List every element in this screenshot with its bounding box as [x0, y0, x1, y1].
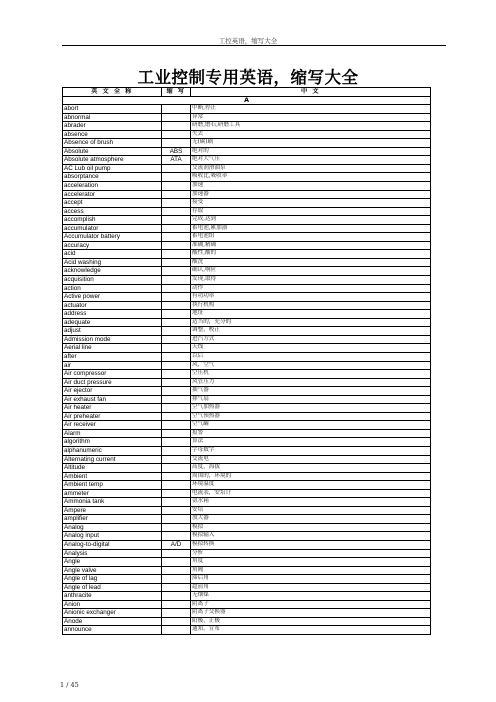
term-abbreviation [162, 532, 191, 541]
term-abbreviation: A/D [162, 540, 191, 549]
term-english: accelerator [63, 190, 162, 199]
table-row [63, 276, 431, 285]
term-chinese: 抽气器 [191, 387, 431, 396]
term-english: Absence of brush [63, 139, 162, 148]
term-english: ammeter [63, 489, 162, 498]
term-abbreviation [162, 250, 191, 259]
term-chinese: 动作 [191, 284, 431, 293]
term-abbreviation [162, 412, 191, 421]
table-row [63, 421, 431, 430]
term-abbreviation [162, 310, 191, 319]
term-english: absorptance [63, 173, 162, 182]
term-chinese: 氨水箱 [191, 498, 431, 507]
term-abbreviation [162, 344, 191, 353]
term-abbreviation [162, 258, 191, 267]
term-chinese: 模拟转换 [191, 540, 431, 549]
term-abbreviation [162, 267, 191, 276]
table-row [63, 216, 431, 225]
table-row [63, 352, 431, 361]
term-chinese: 算法 [191, 438, 431, 447]
table-row [63, 481, 431, 490]
term-abbreviation [162, 207, 191, 216]
term-abbreviation [162, 284, 191, 293]
term-english: accept [63, 199, 162, 208]
table-row [63, 378, 431, 387]
term-abbreviation: ABS [162, 147, 191, 156]
section-letter-row [63, 96, 431, 105]
term-abbreviation [162, 438, 191, 447]
term-chinese: 吸收比,吸收率 [191, 173, 431, 182]
table-row [63, 387, 431, 396]
table-row [63, 147, 431, 156]
table-row [63, 472, 431, 481]
term-chinese: 调整，校正 [191, 327, 431, 336]
table-row [63, 130, 431, 139]
term-chinese: 角度 [191, 558, 431, 567]
term-chinese: 报警 [191, 429, 431, 438]
term-english: Ambient [63, 472, 162, 481]
term-abbreviation [162, 609, 191, 618]
table-row [63, 575, 431, 584]
term-chinese: 环境温度 [191, 481, 431, 490]
table-row [63, 506, 431, 515]
term-english: address [63, 310, 162, 319]
term-english: acid [63, 250, 162, 259]
term-abbreviation: ATA [162, 156, 191, 165]
table-row [63, 224, 431, 233]
term-english: Aerial line [63, 344, 162, 353]
term-chinese: 酸性,酸的 [191, 250, 431, 259]
term-abbreviation [162, 481, 191, 490]
term-english: Accumulator battery [63, 233, 162, 242]
table-row [63, 558, 431, 567]
term-chinese: 安培 [191, 506, 431, 515]
table-row [63, 327, 431, 336]
table-row [63, 446, 431, 455]
table-row [63, 122, 431, 131]
table-row [63, 173, 431, 182]
term-chinese: 模拟 [191, 523, 431, 532]
term-chinese: 绝对大气压 [191, 156, 431, 165]
term-abbreviation [162, 506, 191, 515]
table-row [63, 113, 431, 122]
table-row [63, 626, 431, 635]
term-chinese: 蓄电池组 [191, 233, 431, 242]
term-chinese: 高度，海拔 [191, 464, 431, 473]
term-english: Angle of lag [63, 575, 162, 584]
term-english: Angle valve [63, 566, 162, 575]
table-header-row [63, 88, 431, 97]
term-abbreviation [162, 378, 191, 387]
table-row [63, 429, 431, 438]
table-row [63, 361, 431, 370]
table-row [63, 105, 431, 114]
term-english: acceleration [63, 182, 162, 191]
term-english: actuator [63, 301, 162, 310]
table-row [63, 301, 431, 310]
term-chinese: 风管压力 [191, 378, 431, 387]
table-row [63, 233, 431, 242]
term-chinese: 分析 [191, 549, 431, 558]
page-separator: / [66, 681, 69, 689]
table-row [63, 310, 431, 319]
term-english: Air heater [63, 404, 162, 413]
table-row [63, 566, 431, 575]
table-row [63, 190, 431, 199]
table-row [63, 600, 431, 609]
term-chinese: 异常 [191, 113, 431, 122]
term-abbreviation [162, 498, 191, 507]
term-english: algorithm [63, 438, 162, 447]
term-english: Alarm [63, 429, 162, 438]
table-row [63, 412, 431, 421]
term-abbreviation [162, 455, 191, 464]
term-english: Altitude [63, 464, 162, 473]
term-english: Analysis [63, 549, 162, 558]
term-abbreviation [162, 404, 191, 413]
term-english: Analog input [63, 532, 162, 541]
table-row [63, 250, 431, 259]
table-row [63, 404, 431, 413]
term-abbreviation [162, 566, 191, 575]
term-chinese: 有功功率 [191, 293, 431, 302]
table-row [63, 335, 431, 344]
term-chinese: 地址 [191, 310, 431, 319]
term-english: Ambient temp [63, 481, 162, 490]
term-abbreviation [162, 387, 191, 396]
term-chinese: 空气加热器 [191, 404, 431, 413]
table-row [63, 258, 431, 267]
table-row [63, 609, 431, 618]
running-header: 工控英语，缩写大全 [218, 37, 278, 45]
term-english: Air preheater [63, 412, 162, 421]
term-english: adjust [63, 327, 162, 336]
table-row [63, 438, 431, 447]
term-english: Anionic exchanger [63, 609, 162, 618]
term-chinese: 天线 [191, 344, 431, 353]
term-chinese: 适当的，充分的 [191, 318, 431, 327]
term-english: Anion [63, 600, 162, 609]
term-english: Air duct pressure [63, 378, 162, 387]
table-row [63, 464, 431, 473]
term-chinese: 模拟输入 [191, 532, 431, 541]
term-chinese: 绝对的 [191, 147, 431, 156]
term-abbreviation [162, 276, 191, 285]
term-english: Admission mode [63, 335, 162, 344]
term-english: Air ejector [63, 387, 162, 396]
term-english: Air compressor [63, 370, 162, 379]
term-english: abnormal [63, 113, 162, 122]
term-english: acknowledge [63, 267, 162, 276]
table-row [63, 164, 431, 173]
page-footer [60, 681, 79, 689]
term-abbreviation [162, 472, 191, 481]
term-abbreviation [162, 523, 191, 532]
term-chinese: 蓄电池,累加器 [191, 224, 431, 233]
term-chinese: 电流表，安培计 [191, 489, 431, 498]
table-row [63, 489, 431, 498]
section-letter: A [63, 96, 431, 105]
table-row [63, 318, 431, 327]
header-english: 英 文 全 称 [63, 88, 162, 97]
term-abbreviation [162, 164, 191, 173]
term-chinese: 阳极，正极 [191, 617, 431, 626]
term-chinese: 放大器 [191, 515, 431, 524]
term-chinese: 中断,停止 [191, 105, 431, 114]
table-row [63, 583, 431, 592]
term-english: after [63, 352, 162, 361]
page-number: 1 [60, 681, 65, 689]
term-english: abort [63, 105, 162, 114]
term-abbreviation [162, 395, 191, 404]
glossary-table [62, 87, 431, 635]
term-abbreviation [162, 575, 191, 584]
table-row [63, 455, 431, 464]
term-abbreviation [162, 301, 191, 310]
term-chinese: 加速 [191, 182, 431, 191]
term-english: AC Lub oil pump [63, 164, 162, 173]
term-abbreviation [162, 464, 191, 473]
term-abbreviation [162, 199, 191, 208]
term-chinese: 空气预热器 [191, 412, 431, 421]
term-chinese: 交流润滑油泵 [191, 164, 431, 173]
term-chinese: 存取 [191, 207, 431, 216]
term-english: anthracite [63, 592, 162, 601]
term-chinese: 通知，宣布 [191, 626, 431, 635]
term-english: absence [63, 130, 162, 139]
term-abbreviation [162, 216, 191, 225]
term-abbreviation [162, 592, 191, 601]
term-english: Ampere [63, 506, 162, 515]
term-english: Air receiver [63, 421, 162, 430]
term-chinese: 失去 [191, 130, 431, 139]
term-chinese: 空气罐 [191, 421, 431, 430]
table-row [63, 498, 431, 507]
term-abbreviation [162, 173, 191, 182]
term-english: Anode [63, 617, 162, 626]
term-english: Acid washing [63, 258, 162, 267]
term-english: amplifier [63, 515, 162, 524]
term-abbreviation [162, 626, 191, 635]
term-english: action [63, 284, 162, 293]
term-chinese: 交流电 [191, 455, 431, 464]
table-row [63, 293, 431, 302]
term-abbreviation [162, 370, 191, 379]
table-row [63, 182, 431, 191]
term-english: Air exhaust fan [63, 395, 162, 404]
term-english: Analog [63, 523, 162, 532]
term-abbreviation [162, 515, 191, 524]
table-row [63, 139, 431, 148]
header-abbreviation: 缩 写 [162, 88, 191, 97]
table-row [63, 592, 431, 601]
term-abbreviation [162, 139, 191, 148]
table-row [63, 284, 431, 293]
table-row [63, 532, 431, 541]
term-english: access [63, 207, 162, 216]
term-chinese: 以后 [191, 352, 431, 361]
table-row [63, 370, 431, 379]
term-abbreviation [162, 293, 191, 302]
term-abbreviation [162, 335, 191, 344]
term-chinese: 进汽方式 [191, 335, 431, 344]
term-english: accuracy [63, 241, 162, 250]
document-title: 工业控制专用英语，缩写大全 [137, 68, 359, 87]
term-english: announce [63, 626, 162, 635]
term-abbreviation [162, 327, 191, 336]
term-chinese: 风，空气 [191, 361, 431, 370]
table-row [63, 241, 431, 250]
header-chinese: 中 文 [191, 88, 431, 97]
term-abbreviation [162, 318, 191, 327]
term-chinese: 准确,精确 [191, 241, 431, 250]
term-abbreviation [162, 617, 191, 626]
term-english: Angle [63, 558, 162, 567]
table-row [63, 156, 431, 165]
table-row [63, 515, 431, 524]
term-english: abrader [63, 122, 162, 131]
term-english: Absolute [63, 147, 162, 156]
table-row [63, 267, 431, 276]
term-abbreviation [162, 429, 191, 438]
term-english: Angle of lead [63, 583, 162, 592]
term-abbreviation [162, 361, 191, 370]
term-chinese: 排气扇 [191, 395, 431, 404]
table-row [63, 549, 431, 558]
term-chinese: 滞后角 [191, 575, 431, 584]
term-chinese: 接受 [191, 199, 431, 208]
table-row [63, 199, 431, 208]
term-chinese: 无烟煤 [191, 592, 431, 601]
term-abbreviation [162, 489, 191, 498]
term-abbreviation [162, 105, 191, 114]
term-chinese: 发现,取得 [191, 276, 431, 285]
page-total: 45 [70, 681, 79, 689]
term-chinese: 确认,响应 [191, 267, 431, 276]
term-abbreviation [162, 190, 191, 199]
header-rule [62, 45, 446, 46]
term-abbreviation [162, 352, 191, 361]
table-row [63, 540, 431, 549]
table-row [63, 344, 431, 353]
term-abbreviation [162, 224, 191, 233]
term-english: Alternating current [63, 455, 162, 464]
term-abbreviation [162, 122, 191, 131]
term-abbreviation [162, 113, 191, 122]
table-row [63, 395, 431, 404]
term-english: accomplish [63, 216, 162, 225]
term-english: air [63, 361, 162, 370]
term-abbreviation [162, 558, 191, 567]
term-abbreviation [162, 130, 191, 139]
term-abbreviation [162, 549, 191, 558]
term-chinese: 研磨,磨石,研磨工具 [191, 122, 431, 131]
term-english: adequate [63, 318, 162, 327]
term-english: Analog-to-digital [63, 540, 162, 549]
term-chinese: 酸洗 [191, 258, 431, 267]
term-english: Ammonia tank [63, 498, 162, 507]
table-row [63, 207, 431, 216]
term-abbreviation [162, 421, 191, 430]
table-row [63, 617, 431, 626]
term-abbreviation [162, 233, 191, 242]
term-chinese: 字母数字 [191, 446, 431, 455]
term-chinese: 执行机构 [191, 301, 431, 310]
term-chinese: 空压机 [191, 370, 431, 379]
term-chinese: 无(碳)刷 [191, 139, 431, 148]
term-abbreviation [162, 583, 191, 592]
term-chinese: 周围的，环境的 [191, 472, 431, 481]
term-english: Absolute atmosphere [63, 156, 162, 165]
term-abbreviation [162, 446, 191, 455]
table-row [63, 523, 431, 532]
term-english: Active power [63, 293, 162, 302]
term-abbreviation [162, 182, 191, 191]
term-english: alphanumeric [63, 446, 162, 455]
term-chinese: 阴离子交换器 [191, 609, 431, 618]
term-abbreviation [162, 600, 191, 609]
term-chinese: 完成,达到 [191, 216, 431, 225]
term-english: acquisition [63, 276, 162, 285]
term-chinese: 超前角 [191, 583, 431, 592]
term-chinese: 阴离子 [191, 600, 431, 609]
term-abbreviation [162, 241, 191, 250]
term-chinese: 加速器 [191, 190, 431, 199]
term-chinese: 角阀 [191, 566, 431, 575]
term-english: accumulator [63, 224, 162, 233]
